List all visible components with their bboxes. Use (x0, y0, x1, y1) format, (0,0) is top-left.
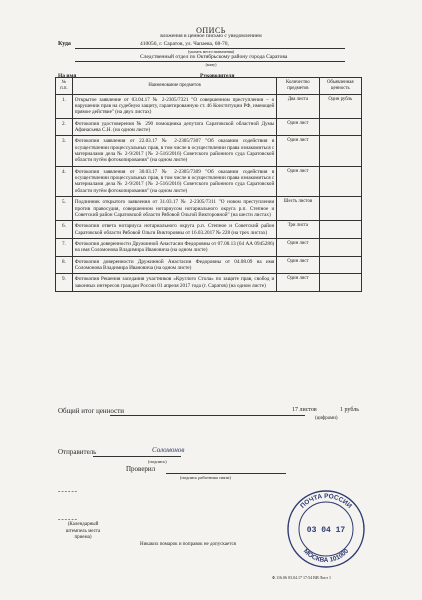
destination-address: 410056, г. Саратов, ул. Чапаева, 68-70, (140, 41, 229, 47)
header-qty: Количество предметов (277, 78, 319, 95)
row-qty: Один лист (277, 136, 319, 166)
row-num: 5. (56, 197, 73, 221)
row-value (319, 166, 361, 196)
row-name: Фотокопия удостоверения № 290 помощника депутата Саратовской областной Думы Афанасьева С.Н. (на одном листе) (72, 118, 277, 136)
row-name: Открытое заявление от 03.04.17 № 2-2305/7321 "О совершенном преступлении – о нарушении прав на судебную защиту, гарантированную ст. 46 Конституции РФ, имеющей прямое действие" (на двух листах) (72, 94, 277, 118)
row-name: Фотокопия доверенности Дружинной Анастасии Федоровны от 04.08.09 на имя Соломонова Владимира Ивановича (на одном листе) (72, 256, 277, 274)
total-qty: 17 листов (292, 407, 317, 413)
sender-sign-hint: (подпись) (148, 459, 167, 464)
row-qty: Один лист (277, 118, 319, 136)
stamp-date: 03 04 17 (306, 526, 346, 535)
row-value (319, 136, 361, 166)
form-subtitle: вложения в ценное письмо с уведомлением (160, 33, 262, 39)
row-value (319, 274, 361, 292)
row-qty: Два листа (277, 94, 319, 118)
checked-hint: (подпись работника связи) (180, 475, 231, 480)
row-value (319, 118, 361, 136)
row-value (319, 238, 361, 256)
row-num: 4. (56, 166, 73, 196)
recipient-name: Следственный отдел по Октябрьскому району города Саратова (140, 54, 288, 60)
row-qty: Три листа (277, 221, 319, 239)
total-label: Общий итог ценности (58, 407, 125, 415)
sender-signature: Соломонов (152, 446, 185, 454)
checked-label: Проверил (126, 465, 156, 473)
calendar-stamp-note: (Календарный штемпель места приема) (65, 522, 101, 540)
addressee-name: Руководителя (200, 73, 235, 79)
table-row (56, 166, 362, 196)
table-row (56, 136, 362, 166)
destination-label: Куда (58, 41, 71, 47)
row-qty: Один лист (277, 166, 319, 196)
row-value (319, 197, 361, 221)
row-name: Фотокопия Решения заседания участников «Круглого Стола» по защите прав, свобод и законных интересов граждан России 01 апреля 2017 года (г. Саратов) (на одном листе) (72, 274, 277, 292)
row-value (319, 221, 361, 239)
table-row (56, 238, 362, 256)
row-value: Один рубль (319, 94, 361, 118)
row-qty: Один лист (277, 238, 319, 256)
row-num: 3. (56, 136, 73, 166)
table-row (56, 118, 362, 136)
footer-code: Ф.116.06 03.04.17 17:54 ВИ Лист 1 (272, 575, 332, 580)
addressee-label: На имя (58, 73, 77, 79)
row-num: 6. (56, 221, 73, 239)
row-num: 1. (56, 94, 73, 118)
row-num: 2. (56, 118, 73, 136)
sender-line (93, 456, 181, 457)
recipient-hint: (кому) (205, 62, 217, 67)
dash-line-bottom: ------ (58, 515, 78, 523)
no-corrections-note: Никаких помарок и поправок не допускается (140, 542, 236, 547)
dash-line-top: ------ (58, 487, 78, 495)
header-name: Наименование предметов (72, 78, 277, 95)
total-sum: 1 рубль (340, 407, 359, 413)
destination-hint: (указать место назначения) (187, 49, 235, 54)
stamp-bottom-text: МОСКВА 101000 (301, 547, 351, 565)
row-name: Фотокопия заявления от 30.03.17 № 2-2305/7309 "Об оказании содействия в осуществлении процессуальных прав, в том числе в осуществлении права ознакомиться с материалами дела № 2-9/2017 (№ 2-516/2016) Советского районного суда Саратовской области путём фотокопирования" (на одном листе) (72, 166, 277, 196)
table-header-row (56, 78, 362, 95)
inventory-table (55, 77, 362, 292)
row-qty: Шесть листов (277, 197, 319, 221)
row-name: Фотокопия заявления от 22.03.17 № 2-2305/7307 "Об оказании содействия в осуществлении процессуальных прав, в том числе в осуществлении права ознакомиться с материалами дела № 2-9/2017 (№ 2-516/2016) Советского районного суда Саратовской области путём фотокопирования" (на одном листе) (72, 136, 277, 166)
checked-line (166, 473, 286, 474)
row-num: 8. (56, 256, 73, 274)
total-line (110, 415, 305, 416)
table-row (56, 197, 362, 221)
row-qty: Один лист (277, 256, 319, 274)
row-qty: Один лист (277, 274, 319, 292)
form-title: ОПИСЬ (196, 26, 226, 35)
row-num: 9. (56, 274, 73, 292)
table-row (56, 221, 362, 239)
row-name: Подлинник открытого заявления от 31.03.17 № 2-2305/7311 "О новом преступлении против правосудия, совершенном нотариусом нотариального округа р.п. Степное и Советский район Саратовской области Рябовой Ольгой Викторовной" (на шести листах) (72, 197, 277, 221)
table-row (56, 256, 362, 274)
header-value: Объявленная ценность (319, 78, 361, 95)
total-hint: (цифрами) (315, 416, 338, 421)
table-row (56, 274, 362, 292)
row-value (319, 256, 361, 274)
row-name: Фотокопия доверенности Дружинной Анастасии Федоровны от 07.08.13 (64 АА 0945286) на имя Соломонова Владимира Ивановича (на одном листе) (72, 238, 277, 256)
postal-stamp-icon (285, 488, 367, 570)
row-name: Фотокопия ответа нотариуса нотариального округа р.п. Степное и Советский район Саратовской области Рябовой Ольги Викторовны от 16.03.2017 № 228 (на трех листах) (72, 221, 277, 239)
sender-label: Отправитель (58, 448, 97, 456)
stamp-top-text: ПОЧТА РОССИИ (299, 492, 353, 510)
row-num: 7. (56, 238, 73, 256)
table-row (56, 94, 362, 118)
header-num: № п.п. (56, 78, 73, 95)
